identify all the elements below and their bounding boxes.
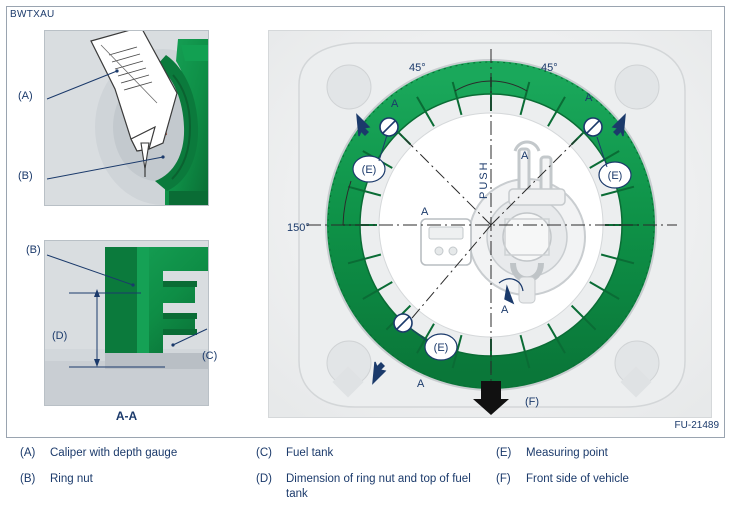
legend-text: Front side of vehicle	[526, 472, 629, 485]
svg-text:A: A	[521, 150, 529, 162]
legend-key: (C)	[256, 447, 272, 459]
svg-text:A: A	[391, 98, 399, 110]
legend-column-1	[20, 446, 245, 497]
legend-item	[496, 472, 721, 488]
legend-text: Caliper with depth gauge	[50, 447, 178, 459]
legend-text: Dimension of ring nut and top of fuel tank	[286, 472, 471, 501]
svg-text:(E): (E)	[607, 170, 623, 182]
legend-key: (B)	[20, 472, 36, 485]
legend-key: (F)	[496, 472, 511, 485]
callout-c: (C)	[202, 350, 218, 362]
legend-key: (E)	[496, 447, 512, 459]
figure-code-top-left: BWTXAU	[10, 9, 55, 20]
legend-text: Ring nut	[50, 472, 93, 485]
legend-item	[20, 472, 245, 488]
callout-b-bottom: (B)	[26, 244, 41, 256]
svg-text:A: A	[417, 378, 425, 390]
angle-150: 150°	[287, 222, 310, 234]
legend-column-3	[496, 446, 721, 497]
figure-code-bottom-right: FU-21489	[674, 420, 719, 431]
svg-text:A: A	[421, 206, 429, 218]
callout-a-top: (A)	[18, 90, 33, 102]
legend-text: Measuring point	[526, 447, 608, 459]
svg-text:A: A	[585, 92, 593, 104]
illustration-main-panel	[268, 30, 712, 418]
legend-text: Fuel tank	[286, 447, 334, 459]
svg-text:(E): (E)	[433, 342, 449, 354]
illustration-caliper-panel	[44, 30, 209, 206]
angle-left-45: 45°	[409, 62, 426, 74]
legend-item	[256, 446, 486, 462]
svg-text:A: A	[501, 304, 509, 316]
svg-text:(E): (E)	[361, 164, 377, 176]
illustration-section-panel	[44, 240, 209, 406]
legend-key: (D)	[256, 472, 272, 485]
fuel-tank-top-view	[269, 31, 712, 418]
section-aa-illustration	[45, 241, 209, 406]
section-label-aa: A-A	[115, 409, 138, 423]
svg-text:PUSH: PUSH	[478, 160, 490, 199]
angle-right-45: 45°	[541, 62, 558, 74]
legend-item	[496, 446, 721, 462]
legend-item	[20, 446, 245, 462]
legend-key: (A)	[20, 447, 36, 459]
caliper-illustration	[45, 31, 209, 206]
legend-column-2	[256, 446, 486, 513]
callout-b-top: (B)	[18, 170, 33, 182]
legend	[6, 446, 725, 510]
svg-text:(F): (F)	[525, 396, 540, 408]
legend-item	[256, 472, 486, 503]
callout-d: (D)	[52, 330, 68, 342]
